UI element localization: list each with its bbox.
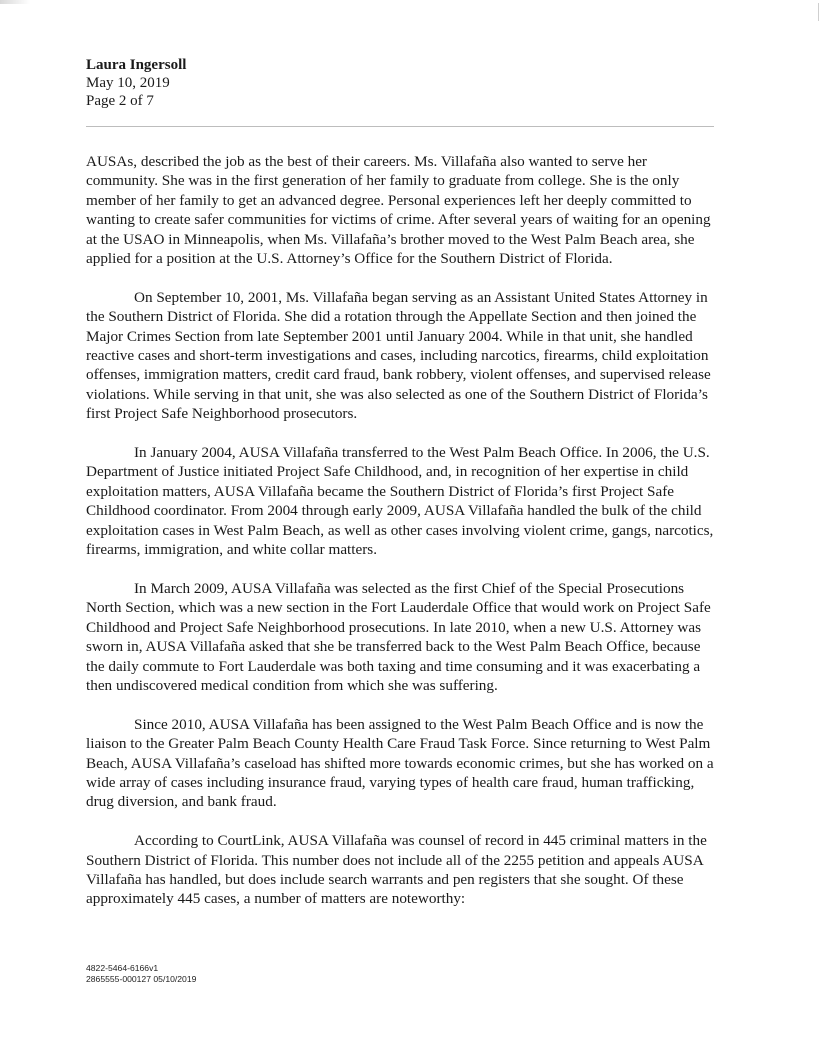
paragraph-west-palm-beach: In January 2004, AUSA Villafaña transferred to the West Palm Beach Office. In 2006, the U.S. Department of Justice initiated Project Safe Childhood, and, in recognition of her expertise in child exploitation matters, AUSA Villafaña became the Southern District of Florida’s first Project Safe Childhood coordinator. From 2004 through early 2009, AUSA Villafaña handled the bulk of the child exploitation cases in West Palm Beach, as well as other cases involving violent crime, gangs, narcotics, firearms, immigration, and white collar matters. bbox=[86, 444, 714, 559]
paragraph-courtlink: According to CourtLink, AUSA Villafaña was counsel of record in 445 criminal matters in the Southern District of Florida. This number does not include all of the 2255 petition and appeals AUSA Villafaña has handled, but does include search warrants and pen registers that she sought. Of these approximately 445 cases, a number of matters are noteworthy: bbox=[86, 832, 707, 908]
scan-artifact bbox=[0, 0, 30, 4]
scan-artifact-edge bbox=[810, 3, 819, 21]
header-divider bbox=[86, 126, 714, 127]
matter-id: 2865555-000127 05/10/2019 bbox=[86, 974, 197, 984]
paragraph-special-prosecutions: In March 2009, AUSA Villafaña was selected as the first Chief of the Special Prosecutions North Section, which was a new section in the Fort Lauderdale Office that would work on Project Safe Childhood and Project Safe Neighborhood prosecutions. In late 2010, when a new U.S. Attorney was sworn in, AUSA Villafaña asked that she be transferred back to the West Palm Beach Office, because the daily commute to Fort Lauderdale was both taxing and time consuming and it was exacerbating a then undiscovered medical condition from which she was suffering. bbox=[86, 579, 711, 694]
letter-body bbox=[86, 152, 720, 928]
letter-date: May 10, 2019 bbox=[86, 75, 170, 91]
document-id: 4822-5464-6166v1 bbox=[86, 963, 159, 973]
paragraph-since-2010: Since 2010, AUSA Villafaña has been assigned to the West Palm Beach Office and is now the liaison to the Greater Palm Beach County Health Care Fraud Task Force. Since returning to West Palm Beach, AUSA Villafaña’s caseload has shifted more towards economic crimes, but she has worked on a wide array of cases including insurance fraud, varying types of health care fraud, human trafficking, drug diversion, and bank fraud. bbox=[86, 715, 714, 811]
recipient-name: Laura Ingersoll bbox=[86, 57, 187, 73]
paragraph-continuation: AUSAs, described the job as the best of their careers. Ms. Villafaña also wanted to serve her community. She was in the first generation of her family to graduate from college. She is the only member of her family to get an advanced degree. Personal experiences left her deeply committed to wanting to create safer communities for victims of crime. After several years of waiting for an opening at the USAO in Minneapolis, when Ms. Villafaña’s brother moved to the West Palm Beach area, she applied for a position at the U.S. Attorney’s Office for the Southern District of Florida. bbox=[86, 153, 711, 268]
document-footer bbox=[86, 963, 196, 985]
letter-header bbox=[86, 56, 186, 110]
paragraph-sdfl-start: On September 10, 2001, Ms. Villafaña began serving as an Assistant United States Attorney in the Southern District of Florida. She did a rotation through the Appellate Section and then joined the Major Crimes Section from late September 2001 until January 2004. While in that unit, she handled reactive cases and short-term investigations and cases, including narcotics, firearms, child exploitation offenses, immigration matters, credit card fraud, bank robbery, violent offenses, and supervised release violations. While serving in that unit, she was also selected as one of the Southern District of Florida’s first Project Safe Neighborhood prosecutors. bbox=[86, 288, 711, 423]
page-number: Page 2 of 7 bbox=[86, 93, 154, 109]
